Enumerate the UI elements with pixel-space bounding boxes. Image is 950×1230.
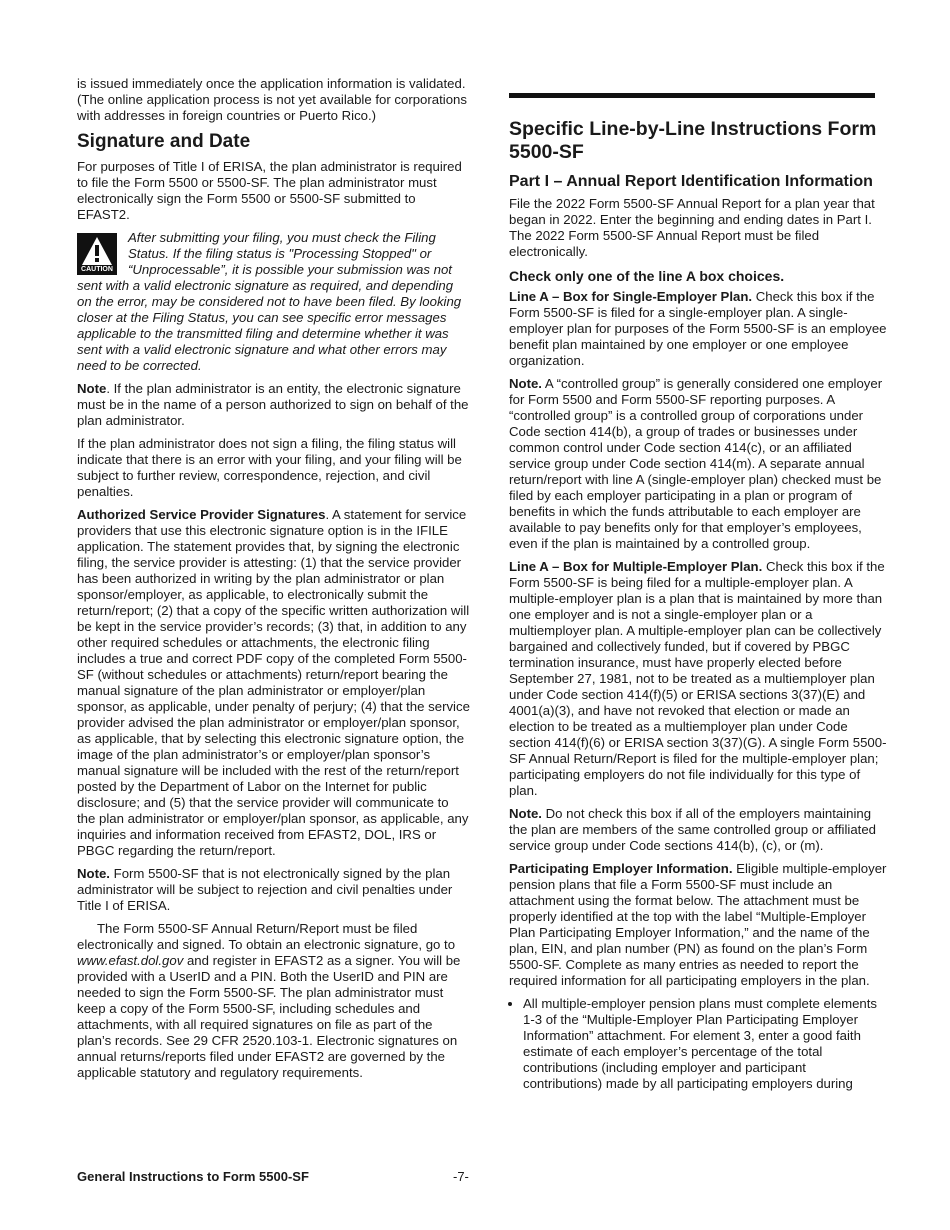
efast-link[interactable]: www.efast.dol.gov xyxy=(77,953,184,968)
part-paragraph: File the 2022 Form 5500-SF Annual Report for a plan year that began in 2022. Enter the beginning and ending dates in Part I. The 2022 Form 5500-SF Annual Report must be filed electronically. xyxy=(509,196,875,259)
footer-title: General Instructions to Form 5500-SF xyxy=(77,1169,309,1184)
note-unsigned-paragraph: Note. Form 5500-SF that is not electronically signed by the plan administrator will be subject to rejection and civil penalties under Title I of ERISA. xyxy=(77,866,453,913)
line-a-single-label: Line A – Box for Single-Employer Plan. xyxy=(509,289,753,304)
note-label: Note xyxy=(77,381,107,396)
asp-label: Authorized Service Provider Signatures xyxy=(77,507,326,522)
left-column xyxy=(77,76,470,1088)
filed-paragraph: The Form 5500-SF Annual Return/Report must be filed electronically and signed. To obtain an electronic signature, go to www.efast.dol.gov and register in EFAST2 as a signer. You will be provided with a UserID and a PIN. Both the UserID and PIN are needed to sign the Form 5500-SF. The plan administrator must keep a copy of the Form 5500-SF, including schedules and attachments, with all required signatures on file as part of the plan’s records. See 29 CFR 2520.103-1. Electronic signatures on annual returns/reports filed under EFAST2 are governed by the applicable statutory and regulatory requirements. xyxy=(77,921,461,1080)
right-column xyxy=(509,76,888,1092)
line-a-multiple-paragraph: Line A – Box for Multiple-Employer Plan. Check this box if the Form 5500-SF is being filed for a multiple-employer plan. A multiple-employer plan is a plan that is maintained by more than one employer and is not a single-employer plan or a multiemployer plan. A multiple-employer plan can be collectively bargained and collectively funded, but if covered by PBGC termination insurance, must have properly elected before September 27, 1981, not to be treated as a multiemployer plan under Code section 414(f)(5) or ERISA sections 3(37)(E) and 4001(a)(3), and have not revoked that election or made an election to be treated as a multiemployer plan under Code section 414(f)(6) or ERISA section 3(37)(G). A single Form 5500-SF Annual Return/Report is filed for the multiple-employer plan; participating employers do not file individually for this type of plan. xyxy=(509,559,887,798)
caution-icon-label: CAUTION xyxy=(81,266,113,273)
signature-heading: Signature and Date xyxy=(77,131,251,152)
caution-block xyxy=(77,230,470,374)
note-entity-paragraph: Note. If the plan administrator is an entity, the electronic signature must be in the name of a person authorized to sign on behalf of the plan administrator. xyxy=(77,381,469,428)
check-heading: Check only one of the line A box choices. xyxy=(509,268,785,284)
part-heading: Part I – Annual Report Identification Information xyxy=(509,173,873,190)
caution-text: After submitting your filing, you must check the Filing Status. If the filing status is "Processing Stopped" or “Unprocessable”, it is possible your submission was not sent with a valid electronic signature as required, and depending on the error, may be considered not to have been filed. By looking closer at the Filing Status, you can see specific error messages applicable to the transmitted filing and determine whether it was sent with a valid electronic signature and what other errors may need to be corrected. xyxy=(77,230,462,373)
note-members-paragraph: Note. Do not check this box if all of the employers maintaining the plan are members of the same controlled group or affiliated service group under Code sections 414(b), (c), or (m). xyxy=(509,806,877,853)
participating-employer-paragraph: Participating Employer Information. Eligible multiple-employer pension plans that file a Form 5500-SF must include an attachment using the format below. The attachment must be properly identified at the top with the label “Multiple-Employer Plan Participating Employer Information,” and the name of the plan, EIN, and plan number (PN) as found on the plan’s Form 5500-SF. Complete as many entries as needed to report the required information for all participating employers in the plan. xyxy=(509,861,887,988)
note-label: Note. xyxy=(509,806,542,821)
main-heading: Specific Line-by-Line Instructions Form 5500-SF xyxy=(509,118,877,163)
participating-employer-label: Participating Employer Information. xyxy=(509,861,733,876)
bullet-list xyxy=(509,996,888,1092)
signature-paragraph: For purposes of Title I of ERISA, the plan administrator is required to file the Form 5500 or 5500-SF. The plan administrator must electronically sign the Form 5500 or 5500-SF submitted to EFAST2. xyxy=(77,159,462,222)
asp-paragraph: Authorized Service Provider Signatures. A statement for service providers that use this electronic signature option is in the IFILE application. The statement provides that, by signing the electronic filing, the service provider is attesting: (1) that the service provider has been authorized in writing by the plan administrator or plan sponsor/employer, as applicable, to electronically submit the return/report; (2) that a copy of the specific written authorization will be kept in the service provider’s records; (3) that, in addition to any other required schedules or attachments, the electronic filing includes a true and correct PDF copy of the completed Form 5500-SF (without schedules or attachments) return/report bearing the manual signature of the plan administrator or employer/plan sponsor, as applicable, under penalty of perjury; (4) that the service provider advised the plan administrator or employer/plan sponsor, as applicable, that by selecting this electronic signature option, the image of the plan administrator’s or employer/plan sponsor’s manual signature will be included with the rest of the return/report posted by the Department of Labor on the Internet for public disclosure; and (5) that the service provider will communicate to the plan administrator or employer/plan sponsor, as applicable, any inquiries and information received from EFAST2, DOL, IRS or PBGC regarding the return/report. xyxy=(77,507,470,858)
section-rule xyxy=(509,93,875,98)
no-sign-paragraph: If the plan administrator does not sign a filing, the filing status will indicate that there is an error with your filing, and your filing will be subject to further review, correspondence, rejection, and civil penalties. xyxy=(77,436,462,499)
line-a-multiple-label: Line A – Box for Multiple-Employer Plan. xyxy=(509,559,763,574)
page-number: -7- xyxy=(453,1169,469,1184)
caution-icon xyxy=(77,233,117,275)
note-label: Note. xyxy=(509,376,542,391)
intro-paragraph: is issued immediately once the application information is validated. (The online application process is not yet available for corporations with addresses in foreign countries or Puerto Rico.) xyxy=(77,76,467,123)
list-item: • All multiple-employer pension plans must complete elements 1-3 of the “Multiple-Employer Plan Participating Employer Information” attachment. For element 3, enter a good faith estimate of each employer’s percentage of the total contributions (including employer and participant contributions) made by all participating employers during xyxy=(523,996,888,1092)
note-controlled-group-paragraph: Note. A “controlled group” is generally considered one employer for Form 5500 and Form 5500-SF reporting purposes. A “controlled group” is a controlled group of corporations under Code section 414(b), a group of trades or businesses under common control under Code section 414(c), or an affiliated service group under Code section 414(m). A separate annual return/report with line A (single-employer plan) checked must be filed by each employer participating in a plan or program of benefits in which the funds attributable to each employer are available to pay benefits only for that employer’s employees, even if the plan is maintained by a controlled group. xyxy=(509,376,883,551)
line-a-single-paragraph: Line A – Box for Single-Employer Plan. Check this box if the Form 5500-SF is filed for a single-employer plan. A single-employer plan for purposes of the Form 5500-SF is an employee benefit plan maintained by one employer or one employee organization. xyxy=(509,289,887,368)
note-label: Note. xyxy=(77,866,110,881)
